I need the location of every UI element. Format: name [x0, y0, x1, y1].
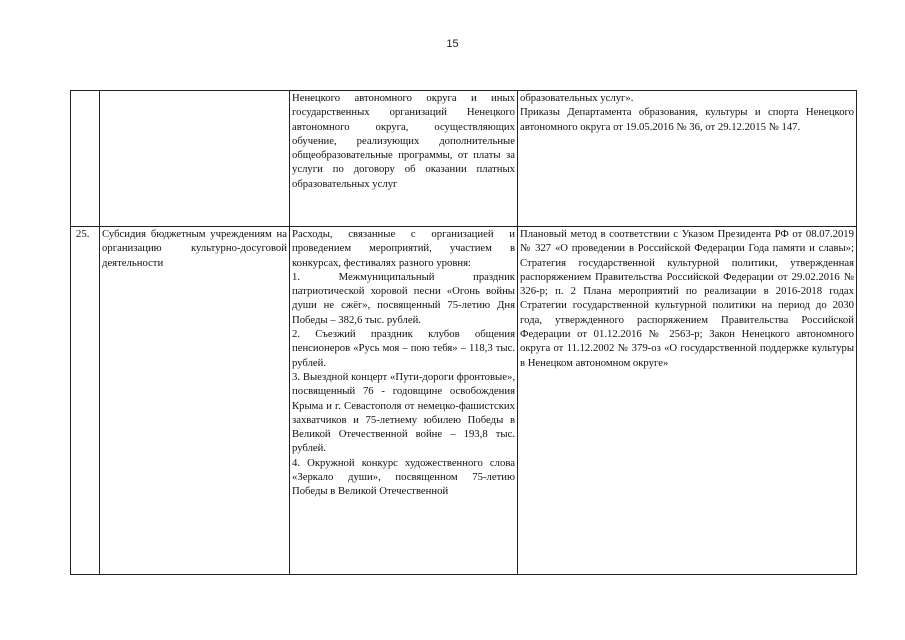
expenses-cell — [290, 91, 518, 227]
expenses-paragraph: Расходы, связанные с организацией и проведением мероприятий, участием в конкурсах, фестивалях разного уровня: — [292, 228, 515, 269]
basis-paragraph: Приказы Департамента образования, культуры и спорта Ненецкого автономного округа от 19.05.2016 № 36, от 29.12.2015 № 147. — [520, 106, 854, 133]
row-name-cell — [100, 91, 290, 227]
expenses-paragraph: 2. Съезжий праздник клубов общения пенсионеров «Русь моя – пою тебя» – 118,3 тыс. рублей. — [292, 328, 515, 369]
basis-paragraph: Плановый метод в соответствии с Указом Президента РФ от 08.07.2019 № 327 «О проведении в Российской Федерации Года памяти и славы»; Стратегия государственной культурной политики, утвержденная распоряжением Правительства Российской Федерации от 29.02.2016 № 326-р; п. 2 Плана мероприятий по реализации в 2016-2018 годах Стратегии государственной культурной политики на период до 2030 года, утвержденного распоряжением Правительства Российской Федерации от 01.12.2016 № 2563-р; Закон Ненецкого автономного округа от 11.12.2002 № 379-оз «О государственной поддержке культуры в Ненецком автономном округе» — [520, 228, 854, 369]
row-number-cell: 25. — [71, 227, 100, 575]
table-row — [71, 91, 857, 227]
expenses-paragraph: 1. Межмуниципальный праздник патриотической хоровой песни «Огонь войны души не сжёг», посвященный 75-летию Дня Победы – 382,6 тыс. рублей. — [292, 270, 515, 326]
basis-cell — [518, 91, 857, 227]
basis-cell — [518, 227, 857, 575]
expenses-cell — [290, 227, 518, 575]
expenses-paragraph: Ненецкого автономного округа и иных государственных организаций Ненецкого автономного округа, осуществляющих обучение, реализующих дополнительные общеобразовательные программы, от платы за услуги по договору об оказании платных образовательных услуг — [292, 92, 515, 190]
basis-paragraph: образовательных услуг». — [520, 92, 634, 104]
table-row — [71, 227, 857, 575]
row-number-cell — [71, 91, 100, 227]
expenses-paragraph: 4. Окружной конкурс художественного слова «Зеркало души», посвященном 75-летию Победы в Великой Отечественной — [292, 456, 515, 498]
row-name-cell: Субсидия бюджетным учреждениям на организацию культурно-досуговой деятельности — [100, 227, 290, 575]
expenses-paragraph: 3. Выездной концерт «Пути-дороги фронтовые», посвященный 76 - годовщине освобождения Крыма и г. Севастополя от немецко-фашистских захватчиков и 75-летнему юбилею Победы в Великой Отечественной войне – 193,8 тыс. рублей. — [292, 370, 515, 455]
subsidy-table — [70, 90, 857, 575]
page-number: 15 — [446, 38, 459, 50]
